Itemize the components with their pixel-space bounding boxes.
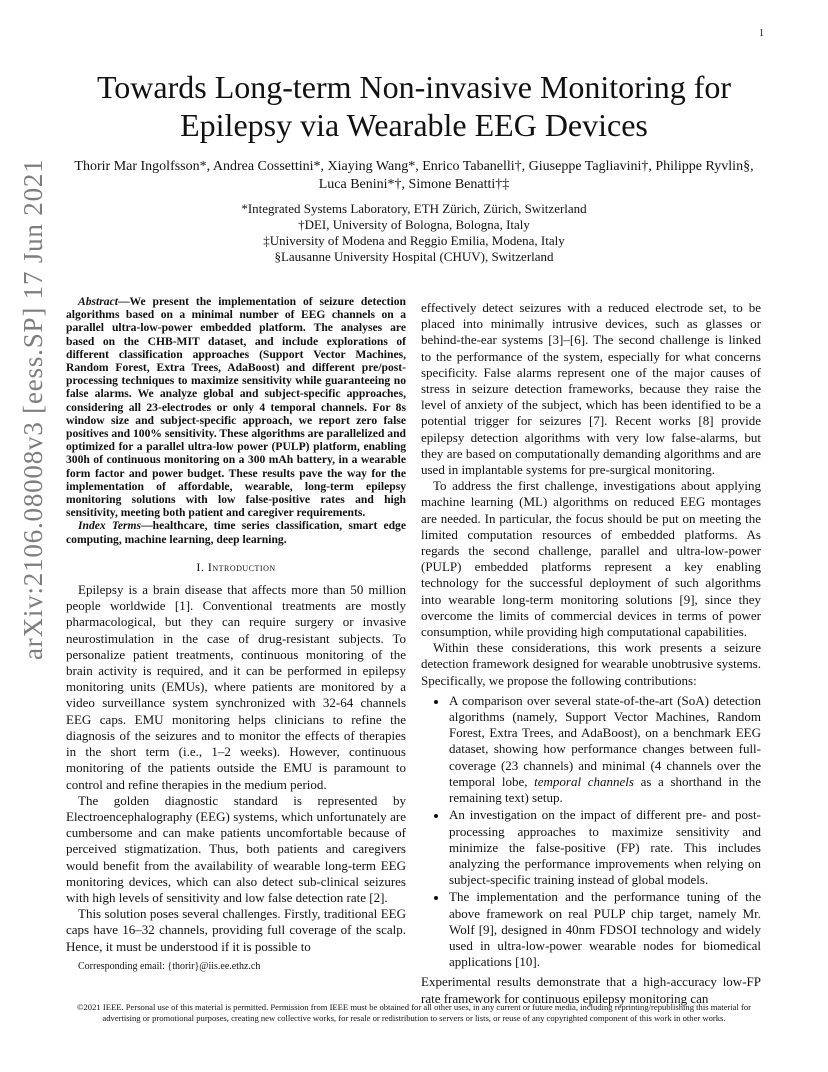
body-paragraph-contributions-intro: Within these considerations, this work presents a seizure detection framework designed for wearable unobtrusive systems. Specifically, we propose the following contributions: — [421, 640, 761, 688]
copyright-notice: ©2021 IEEE. Personal use of this material is permitted. Permission from IEEE must be obtained for all other uses, in any current or future media, including reprinting/republishing this material for advertising or promotional purposes, creating new collective works, for resale or redistribution to servers or lists, or reuse of any copyrighted component of this work in other works. — [76, 1002, 752, 1023]
contributions-list — [421, 693, 761, 970]
arxiv-identifier-stamp: arXiv:2106.08008v3 [eess.SP] 17 Jun 2021 — [18, 158, 48, 660]
index-terms — [66, 519, 406, 545]
contribution-item — [449, 693, 761, 806]
contribution-1-emphasis: temporal channels — [534, 773, 634, 789]
index-terms-label: Index Terms — [78, 519, 142, 533]
right-column — [421, 300, 761, 1007]
index-terms-text: —healthcare, time series classification, smart edge computing, machine learning, deep learning. — [66, 519, 406, 546]
body-paragraph-results: Experimental results demonstrate that a high-accuracy low-FP rate framework for continuous epilepsy monitoring can — [421, 974, 761, 1006]
left-column — [66, 295, 406, 955]
affiliation-list — [120, 201, 708, 265]
body-paragraph-continued: effectively detect seizures with a reduced electrode set, to be placed into minimally intrusive devices, such as glasses or behind-the-ear systems [3]–[6]. The second challenge is linked to the performance of the system, especially for what concerns specificity. False alarms represent one of the major causes of stress in seizure detection frameworks, because they raise the level of anxiety of the subject, which has been identified to be a potential trigger for seizures [7]. Recent works [8] provide epilepsy detection algorithms with very low false-alarms, but they are based on computationally demanding algorithms and are used in implantable systems for pre-surgical monitoring. — [421, 300, 761, 478]
paper-title: Towards Long-term Non-invasive Monitoring for Epilepsy via Wearable EEG Devices — [96, 69, 732, 143]
contribution-item: An investigation on the impact of different pre- and post-processing approaches to maximize sensitivity and minimize the false-positive (FP) rate. This includes analyzing the performance improvements when relying on subject-specific training instead of global models. — [449, 807, 761, 888]
body-paragraph-challenges: To address the first challenge, investigations about applying machine learning (ML) algorithms on reduced EEG montages are needed. In particular, the focus should be put on meeting the limited computation resources of embedded platforms. As regards the second challenge, parallel and ultra-low-power (PULP) embedded platforms represent a key enabling technology for the successful deployment of such algorithms into wearable long-term monitoring solutions [9], since they overcome the limits of commercial devices in terms of power consumption, while providing high computational capabilities. — [421, 478, 761, 640]
affiliation-bologna: †DEI, University of Bologna, Bologna, Italy — [298, 217, 530, 232]
contribution-item: The implementation and the performance tuning of the above framework on real PULP chip target, namely Mr. Wolf [9], designed in 40nm FDSOI technology and widely used in ultra-low-power wearable nodes for biomedical applications [10]. — [449, 889, 761, 970]
intro-paragraph-1: Epilepsy is a brain disease that affects more than 50 million people worldwide [1]. Conventional treatments are mostly pharmacological, but they can require surgery or invasive neurostimulation in the case of drug-resistant subjects. To personalize patient treatments, continuous monitoring of the brain activity is required, and it can be performed in epilepsy monitoring units (EMUs), where patients are monitored by a video surveillance system synchronized with 32-64 channels EEG caps. EMU monitoring helps clinicians to refine the diagnosis of the seizures and to monitor the effects of therapies in the short term (i.e., 1–2 weeks). However, continuous monitoring of the patients outside the EMU is paramount to control and refine therapies in the medium period. — [66, 582, 406, 792]
contribution-1-text: A comparison over several state-of-the-art (SoA) detection algorithms (namely, Support Vector Machines, Random Forest, Extra Trees, and AdaBoost), on a benchmark EEG dataset, showing how performance changes between full-coverage (23 channels) and minimal (4 channels over the temporal lobe, — [449, 692, 761, 789]
abstract-text: —We present the implementation of seizure detection algorithms based on a minimal number of EEG channels on a parallel ultra-low-power embedded platform. The analyses are based on the CHB-MIT dataset, and include explorations of different classification approaches (Support Vector Machines, Random Forest, Extra Trees, AdaBoost) and different pre/post-processing techniques to maximize sensitivity while guaranteeing no false alarms. We analyze global and subject-specific approaches, considering all 23-electrodes or only 4 temporal channels. For 8s window size and subject-specific approach, we report zero false positives and 100% sensitivity. These algorithms are parallelized and optimized for a parallel ultra-low power (PULP) platform, enabling 300h of continuous monitoring on a 300 mAh battery, in a wearable form factor and power budget. These results pave the way for the implementation of affordable, wearable, long-term epilepsy monitoring solutions with low false-positive rates and high sensitivity, meeting both patient and caregiver requirements. — [66, 295, 406, 520]
affiliation-lausanne: §Lausanne University Hospital (CHUV), Switzerland — [274, 249, 554, 264]
section-heading-introduction: I. Introduction — [196, 559, 276, 574]
abstract-label: Abstract — [78, 295, 118, 308]
intro-paragraph-2: The golden diagnostic standard is represented by Electroencephalography (EEG) systems, which unfortunately are cumbersome and can make patients uncomfortable because of perceived stigmatization. Thus, both patients and caregivers would benefit from the availability of wearable long-term EEG monitoring devices, which can also detect sub-clinical seizures with high levels of sensitivity and low false detection rate [2]. — [66, 792, 406, 905]
author-list: Thorir Mar Ingolfsson*, Andrea Cossettini*, Xiaying Wang*, Enrico Tabanelli†, Giuseppe Tagliavini†, Philippe Ryvlin§, Luca Benini*†, Simone Benatti†‡ — [74, 159, 754, 192]
page-number: 1 — [759, 28, 764, 39]
affiliation-eth: *Integrated Systems Laboratory, ETH Zürich, Zürich, Switzerland — [241, 201, 587, 216]
intro-paragraph-3: This solution poses several challenges. Firstly, traditional EEG caps have 16–32 channels, providing full coverage of the scalp. Hence, it must be understood if it is possible to — [66, 906, 406, 954]
abstract — [66, 295, 406, 519]
corresponding-email-footnote: Corresponding email: {thorir}@iis.ee.ethz.ch — [78, 961, 261, 972]
affiliation-modena: ‡University of Modena and Reggio Emilia, Modena, Italy — [263, 233, 565, 248]
contribution-1-tail: as a shorthand in the remaining text) setup. — [449, 773, 761, 806]
